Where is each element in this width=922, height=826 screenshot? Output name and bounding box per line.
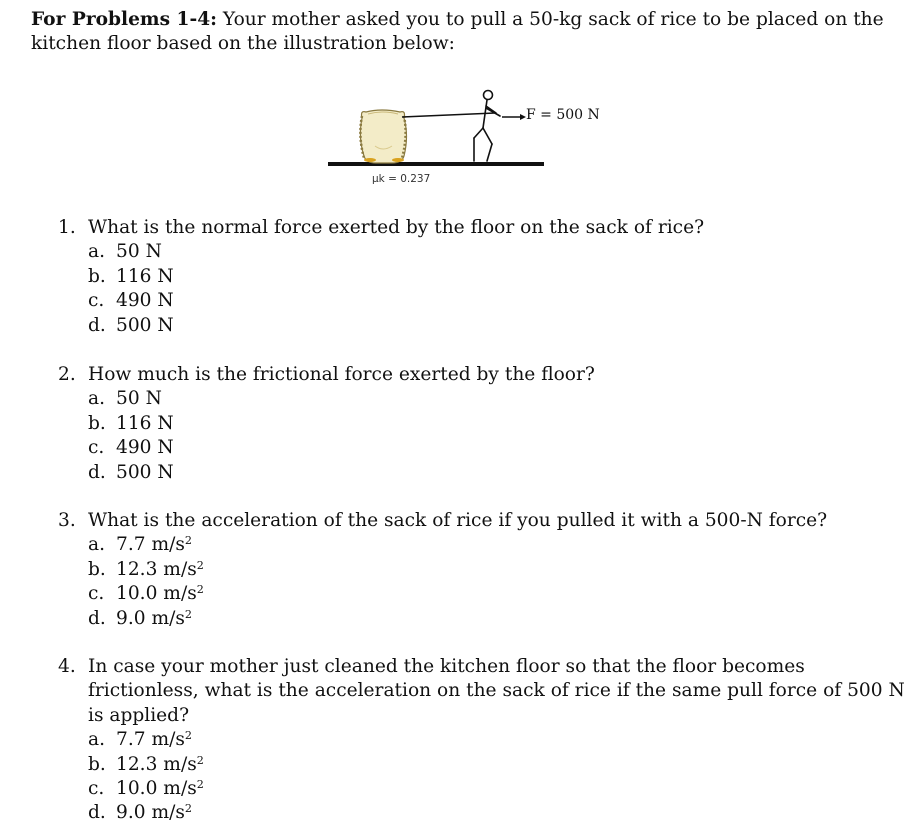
choice-c [88,436,908,460]
question-number: 4. [58,656,76,677]
choice-list [58,728,908,826]
choice-letter: d. [88,314,106,336]
question-4 [58,655,908,826]
choice-letter: d. [88,802,106,824]
choice-letter: a. [88,534,105,556]
choice-letter: c. [88,778,105,800]
question-text: What is the normal force exerted by the floor on the sack of rice? [88,217,705,238]
choice-c [88,289,908,313]
choice-letter: c. [88,437,105,459]
choice-value: 12.3 $m/s^2$ [116,558,204,580]
choice-letter: d. [88,461,106,483]
choice-b [88,558,908,582]
choice-value: 50 N [116,241,162,263]
choice-b [88,412,908,436]
choice-d [88,607,908,631]
choice-value: 9.0 $m/s^2$ [116,802,193,824]
choice-letter: b. [88,753,106,775]
choice-value: 10.0 $m/s^2$ [116,583,204,605]
friction-coefficient-label: μk = 0.237 [372,173,431,185]
choice-letter: a. [88,388,105,410]
choice-list [58,533,908,631]
choice-a [88,387,908,411]
choice-value: 9.0 $m/s^2$ [116,607,193,629]
question-text: In case your mother just cleaned the kitchen floor so that the floor becomes frictionless, what is the acceleration on the sack of rice if the same pull force of 500 N is applied? [88,656,905,726]
intro-bold-prefix: For Problems 1-4: [31,9,218,30]
intro-text: Your mother asked you to pull a 50-kg sack of rice to be placed on the kitchen floor based on the illustration below: [31,9,884,54]
choice-value: 490 N [116,437,174,459]
choice-letter: a. [88,241,105,263]
choice-c [88,582,908,606]
illustration-drawing [320,86,620,196]
choice-a [88,240,908,264]
stick-figure-icon [474,91,500,162]
choice-b [88,265,908,289]
question-2 [58,363,908,485]
choice-letter: b. [88,412,106,434]
question-number: 3. [58,510,76,531]
question-stem [58,363,908,387]
choice-value: 116 N [116,412,174,434]
choice-a [88,728,908,752]
illustration [320,86,620,196]
question-1 [58,216,908,338]
rice-sack-icon [360,110,406,163]
choice-value: 116 N [116,265,174,287]
choice-value: 12.3 $m/s^2$ [116,753,204,775]
force-arrow-icon [502,114,526,120]
choice-value: 7.7 $m/s^2$ [116,729,193,751]
question-stem [58,655,908,728]
question-number: 2. [58,364,76,385]
applied-force-label: F = 500 N [526,107,600,123]
choice-letter: d. [88,607,106,629]
choice-value: 7.7 $m/s^2$ [116,534,193,556]
choice-value: 500 N [116,314,174,336]
choice-list [58,387,908,485]
rope-line [402,113,495,117]
choice-d [88,314,908,338]
question-text: How much is the frictional force exerted by the floor? [88,364,595,385]
choice-letter: a. [88,729,105,751]
choice-letter: b. [88,558,106,580]
choice-d [88,801,908,825]
choice-value: 10.0 $m/s^2$ [116,777,204,800]
question-3 [58,509,908,631]
choice-value: 490 N [116,290,174,312]
choice-letter: b. [88,265,106,287]
question-stem [58,216,908,240]
choice-b [88,753,908,777]
choice-d [88,461,908,485]
problem-intro [31,8,911,56]
choice-value: 50 N [116,388,162,410]
choice-letter: c. [88,583,105,605]
choice-a [88,533,908,557]
choice-value: 500 N [116,461,174,483]
question-stem [58,509,908,533]
question-text: What is the acceleration of the sack of rice if you pulled it with a 500-N force? [88,510,828,531]
choice-list [58,240,908,338]
choice-c [88,777,908,801]
question-number: 1. [58,217,76,238]
choice-letter: c. [88,290,105,312]
floor-line [328,162,544,166]
